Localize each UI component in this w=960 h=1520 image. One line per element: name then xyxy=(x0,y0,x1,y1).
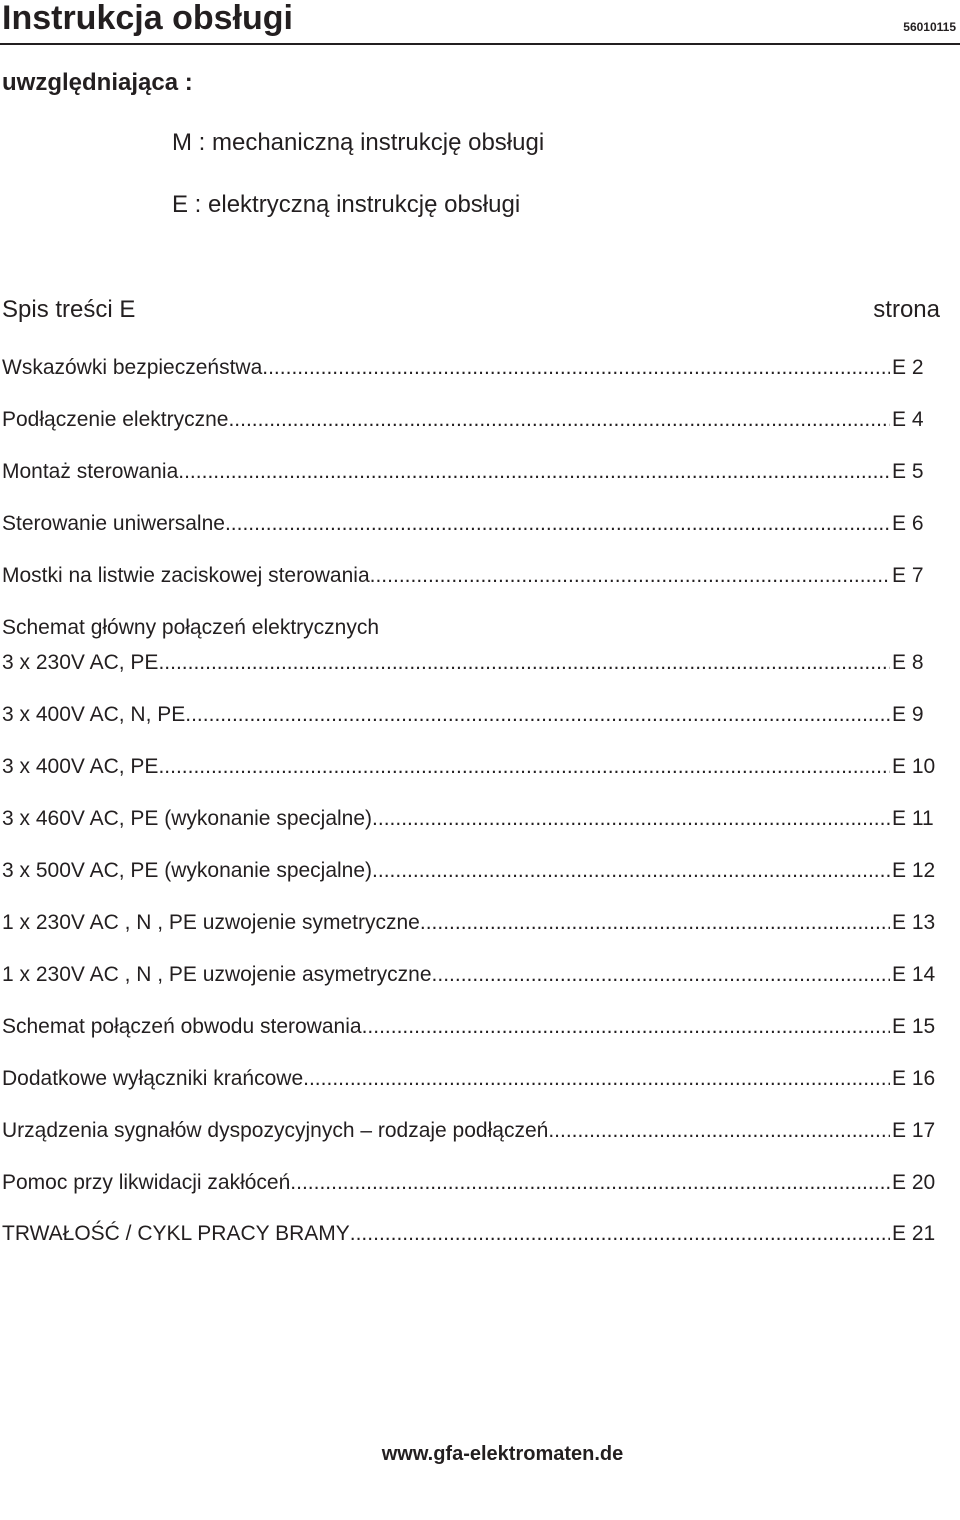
toc-leader xyxy=(372,805,890,833)
toc-entry-page: E 12 xyxy=(892,859,936,882)
toc-entry-label: Mostki na listwie zaciskowej sterowania xyxy=(2,564,370,587)
toc-entry[interactable] xyxy=(2,1220,952,1248)
toc-entry[interactable] xyxy=(2,649,952,677)
toc-entry-label: Urządzenia sygnałów dyspozycyjnych – rodzaje podłączeń xyxy=(2,1119,549,1142)
toc-leader xyxy=(303,1065,890,1093)
toc-entry[interactable] xyxy=(2,354,952,382)
toc-leader xyxy=(420,909,890,937)
toc-leader xyxy=(290,1169,890,1197)
toc-entry-label: TRWAŁOŚĆ / CYKL PRACY BRAMY xyxy=(2,1222,350,1245)
toc-entry-label: 3 x 500V AC, PE (wykonanie specjalne) xyxy=(2,859,373,882)
footer-website-link[interactable]: www.gfa-elektromaten.de xyxy=(381,1443,624,1465)
toc-entry-label: Montaż sterowania xyxy=(2,460,179,483)
toc-section-heading: Schemat główny połączeń elektrycznych xyxy=(2,616,380,639)
toc-leader xyxy=(432,961,890,989)
toc-entry[interactable] xyxy=(2,562,952,590)
toc-entry[interactable] xyxy=(2,1117,952,1145)
toc-entry-page: E 9 xyxy=(892,703,924,726)
toc-entry-page: E 21 xyxy=(892,1222,936,1245)
page-title: Instrukcja obsługi xyxy=(2,0,293,37)
toc-entry-page: E 13 xyxy=(892,911,936,934)
toc-entry[interactable] xyxy=(2,406,952,434)
toc-entry[interactable] xyxy=(2,1013,952,1041)
toc-entry-label: 3 x 400V AC, PE xyxy=(2,755,159,778)
toc-entry[interactable] xyxy=(2,510,952,538)
toc-entry[interactable] xyxy=(2,1169,952,1197)
toc-entry-label: Podłączenie elektryczne xyxy=(2,408,229,431)
toc-leader xyxy=(158,649,890,677)
toc-entry-label: 1 x 230V AC , N , PE uzwojenie symetryczne xyxy=(2,911,420,934)
toc-entry-page: E 15 xyxy=(892,1015,936,1038)
toc-entry-label: 1 x 230V AC , N , PE uzwojenie asymetryczne xyxy=(2,963,432,986)
header-rule xyxy=(0,43,960,45)
document-number: 56010115 xyxy=(903,20,956,34)
toc-entry-label: Wskazówki bezpieczeństwa xyxy=(2,356,263,379)
toc-entry[interactable] xyxy=(2,458,952,486)
toc-leader xyxy=(262,354,890,382)
toc-entry[interactable] xyxy=(2,961,952,989)
toc-entry[interactable] xyxy=(2,857,952,885)
toc-entry[interactable] xyxy=(2,753,952,781)
toc-entry-page: E 2 xyxy=(892,356,924,379)
toc-heading: Spis treści E xyxy=(2,296,136,323)
toc-entry-page: E 14 xyxy=(892,963,936,986)
toc-entry-label: 3 x 460V AC, PE (wykonanie specjalne) xyxy=(2,807,373,830)
toc-leader xyxy=(362,1013,890,1041)
toc-entry-page: E 7 xyxy=(892,564,924,587)
manual-mechanical: M : mechaniczną instrukcję obsługi xyxy=(172,129,545,156)
toc-entry-label: 3 x 400V AC, N, PE xyxy=(2,703,186,726)
toc-leader xyxy=(372,857,890,885)
toc-leader xyxy=(548,1117,890,1145)
toc-entry[interactable] xyxy=(2,805,952,833)
toc-leader xyxy=(228,406,890,434)
toc-entry-page: E 11 xyxy=(892,807,934,830)
toc-entry-label: 3 x 230V AC, PE xyxy=(2,651,159,674)
toc-leader xyxy=(370,562,890,590)
toc-leader xyxy=(178,458,890,486)
toc-entry-page: E 6 xyxy=(892,512,924,535)
toc-leader xyxy=(185,701,890,729)
toc-entry-page: E 4 xyxy=(892,408,924,431)
toc-entry-page: E 8 xyxy=(892,651,924,674)
toc-leader xyxy=(158,753,890,781)
toc-entry-page: E 17 xyxy=(892,1119,936,1142)
toc-entry-label: Dodatkowe wyłączniki krańcowe xyxy=(2,1067,304,1090)
toc-page-column-label: strona xyxy=(873,296,940,323)
toc-entry[interactable] xyxy=(2,701,952,729)
toc-entry-page: E 5 xyxy=(892,460,924,483)
intro-subtitle: uwzględniająca : xyxy=(2,69,193,96)
toc-entry[interactable] xyxy=(2,909,952,937)
toc-entry-page: E 16 xyxy=(892,1067,936,1090)
manual-electrical: E : elektryczną instrukcję obsługi xyxy=(172,191,521,218)
toc-entry-label: Schemat połączeń obwodu sterowania xyxy=(2,1015,362,1038)
toc-leader xyxy=(225,510,890,538)
toc-entry[interactable] xyxy=(2,1065,952,1093)
toc-entry-label: Pomoc przy likwidacji zakłóceń xyxy=(2,1171,291,1194)
toc-leader xyxy=(350,1220,890,1248)
toc-entry-label: Sterowanie uniwersalne xyxy=(2,512,225,535)
toc-entry-page: E 10 xyxy=(892,755,936,778)
toc-entry-page: E 20 xyxy=(892,1171,936,1194)
